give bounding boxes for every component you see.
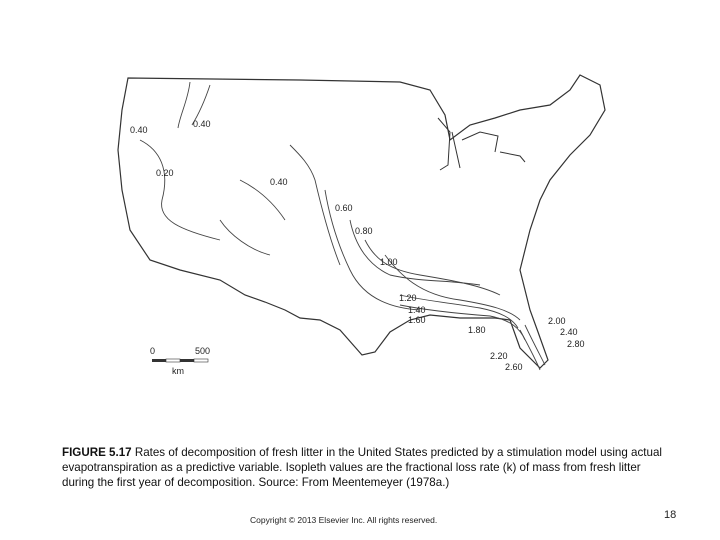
- isopleth-label: 0.40: [193, 119, 211, 129]
- isopleth-label: 2.20: [490, 351, 508, 361]
- isopleth-label: 2.80: [567, 339, 585, 349]
- scale-bar: [150, 346, 210, 376]
- us-outline: [118, 75, 605, 368]
- copyright-notice: Copyright © 2013 Elsevier Inc. All rights reserved.: [250, 515, 438, 525]
- scale-bar-start: 0: [150, 346, 156, 356]
- us-decomposition-map: [100, 70, 630, 390]
- isopleth-label: 0.60: [335, 203, 353, 213]
- caption-text: Rates of decomposition of fresh litter in the United States predicted by a stimulation model using actual evapotranspiration as a predictive variable. Isopleth values are the fractional loss rate (k) of mass from fresh litter during the first year of decomposition. Source: From Meentemeyer (1978a.): [62, 446, 662, 489]
- isopleth-label: 1.80: [468, 325, 486, 335]
- isopleth-label: 0.40: [130, 125, 148, 135]
- isopleth-label: 2.60: [505, 362, 523, 372]
- isopleth-label: 0.40: [270, 177, 288, 187]
- isopleth-label: 1.40: [408, 305, 426, 315]
- isopleth-label: 1.60: [408, 315, 426, 325]
- isopleth-label: 1.00: [380, 257, 398, 267]
- isopleth-label: 0.20: [156, 168, 174, 178]
- great-lakes: [438, 118, 525, 170]
- isopleth-label: 2.00: [548, 316, 566, 326]
- page-number: 18: [664, 509, 677, 521]
- isopleth-label: 1.20: [399, 293, 417, 303]
- isopleth-label: 0.80: [355, 226, 373, 236]
- figure-label: FIGURE 5.17: [62, 446, 132, 459]
- figure-caption: [62, 445, 662, 490]
- scale-bar-end: 500: [195, 346, 211, 356]
- scale-bar-unit: km: [172, 366, 184, 376]
- isopleth-label: 2.40: [560, 327, 578, 337]
